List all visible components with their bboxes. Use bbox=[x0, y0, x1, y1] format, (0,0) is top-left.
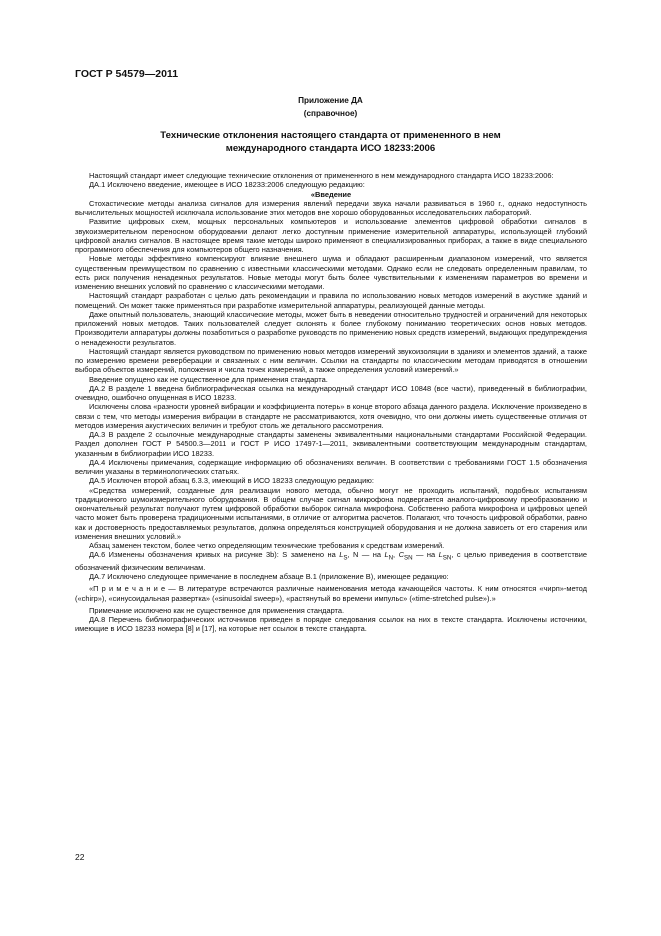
paragraph: Настоящий стандарт разработан с целью дать рекомендации и правила по использованию новых методов измерений в акустике зданий и помещений. Он может также применяться при разработке измерительной аппаратуры, реализующей данные методы. bbox=[75, 291, 587, 310]
title-line-2: международного стандарта ИСО 18233:2006 bbox=[225, 143, 436, 154]
paragraph: ДА.2 В разделе 1 введена библиографическая ссылка на международный стандарт ИСО 10848 (все части), приведенный в библиографии, очевидно, ошибочно опущенная в ИСО 18233. bbox=[75, 383, 587, 402]
paragraph-heading: «Введение bbox=[310, 189, 352, 199]
paragraph: Введение опущено как не существенное для применения стандарта. bbox=[89, 374, 328, 384]
appendix-label: Приложение ДА bbox=[298, 96, 363, 105]
paragraph: Новые методы эффективно компенсируют влияние внешнего шума и обладают расширенным диапазоном измерений, что является существенным преимуществом по сравнению с известными классическими методами. Однако если не следовать определенным правилам, то есть риск получения ненадежных результатов. Новые методы могут быть более чувствительными к изменениям параметров во времени и изменению внешних условий по сравнению с классическими методами. bbox=[75, 254, 587, 291]
paragraph: ДА.1 Исключено введение, имеющее в ИСО 18233:2006 следующую редакцию: bbox=[89, 180, 365, 190]
appendix-heading bbox=[75, 95, 586, 120]
paragraph: Даже опытный пользователь, знающий классические методы, может быть в неведении относительно трудностей и ограничений для некоторых приложений новых методов. Таких пользователей следует склонять к более глубокому пониманию теоретических основ новых методов. Производители аппаратуры должны позаботиться о разработке руководств по применению новых средств измерений, выдающих предупреждения о ненадежности результатов. bbox=[75, 309, 587, 347]
paragraph: Абзац заменен текстом, более четко определяющим технические требования к средствам измерений. bbox=[89, 541, 445, 550]
paragraph: ДА.4 Исключены примечания, содержащие информацию об обозначениях величин. В соответствии с требованиями ГОСТ 1.5 обозначения величин указаны в терминологических статьях. bbox=[75, 457, 587, 476]
paragraph: ДА.7 Исключено следующее примечание в последнем абзаце В.1 (приложение В), имеющее редакцию: bbox=[89, 572, 449, 582]
page-number: 22 bbox=[75, 852, 85, 862]
title-line-1: Технические отклонения настоящего стандарта от примененного в нем bbox=[160, 130, 501, 141]
document-id: ГОСТ Р 54579—2011 bbox=[75, 68, 179, 80]
paragraph: Исключены слова «разности уровней вибрации и коэффициента потерь» в конце второго абзаца данного раздела. Исключение произведено в связи с тем, что методы измерения вибрации в стандарте не рассматриваются, хотя очевидно, что они должны иметь существенные отличия от методов измерения акустических величин и требуют столь же детального рассмотрения. bbox=[75, 402, 587, 430]
paragraph: Примечание исключено как не существенное для применения стандарта. bbox=[89, 605, 345, 615]
appendix-title bbox=[90, 129, 571, 155]
paragraph: ДА.3 В разделе 2 ссылочные международные стандарты заменены эквивалентными национальными стандартами Российской Федерации. Раздел дополнен ГОСТ Р 54500.3—2011 и ГОСТ Р ИСО 17497-1—2011, эквивалентными соответствующим международным стандартам, указанным в библиографии ИСО 18233. bbox=[75, 430, 587, 458]
document-body bbox=[75, 171, 587, 634]
paragraph: Настоящий стандарт является руководством по применению новых методов измерений звукоизоляции в зданиях и элементов зданий, а также по измерению времени реверберации и связанных с ним величин. Ссылки на стандарты по классическим методам приводятся в отношении выбора объектов измерений, положения и числа точек измерений, а также определения условий измерений.» bbox=[75, 346, 587, 375]
paragraph: Настоящий стандарт имеет следующие технические отклонения от примененного в нем международного стандарта ИСО 18233:2006: bbox=[89, 171, 554, 180]
paragraph: «Средства измерений, созданные для реализации нового метода, обычно могут не проходить испытаний, подобных испытаниям традиционного шумоизмерительного оборудования. В общем случае сигнал микрофона подвергается аналого-цифровому преобразованию и окончательный результат получают путем цифровой обработки выборок сигнала микрофона. Собственно работа микрофона и цифровых цепей часто может быть проверена традиционными испытаниями, в отличие от алгоритма расчетов. Полагают, что точность цифровой обработки, равно как и достоверность предоставляемых результатов, должна определяться конструкцией оборудования и не должна зависеть от его старения или изменения внешних условий.» bbox=[75, 485, 587, 541]
note-paragraph: «П р и м е ч а н и е — В литературе встречаются различные наименования метода качающейся частоты. К ним относятся «чирп»-метод («chirp»), «синусоидальная развертка» («sinusoidal sweep»), «растянутый во времени импульс» («time-stretched pulse»).» bbox=[75, 584, 587, 603]
paragraph: ДА.5 Исключен второй абзац 6.3.3, имеющий в ИСО 18233 следующую редакцию: bbox=[89, 476, 374, 486]
appendix-type: (справочное) bbox=[303, 108, 358, 118]
paragraph-da6: ДА.6 Изменены обозначения кривых на рисунке 3b): S заменено на $L_S$, N — на $L_N$, $C_{SN}$ — на $L_{SN}$, с целью приведения в соответствие обозначений физическим величинам. bbox=[75, 550, 587, 572]
paragraph: ДА.8 Перечень библиографических источников приведен в порядке следования ссылок на них в тексте стандарта. Исключены источники, имеющие в ИСО 18233 номера [8] и [17], на которые нет ссылок в тексте стандарта. bbox=[75, 615, 587, 634]
paragraph: Стохастические методы анализа сигналов для измерения явлений передачи звука начали развиваться в 1960 г., однако недоступность вычислительных мощностей исключала использование этих методов вне хорошо оборудованных исследовательских лабораторий. bbox=[75, 198, 587, 217]
paragraph: Развитие цифровых схем, мощных персональных компьютеров и использование элементов цифровой обработки сигналов в звукоизмерительном переносном оборудовании делают легко доступным применение измерительной аппаратуры, использующей глубокий цифровой анализ сигналов. В настоящее время такие методы широко применяют в специализированных приборах, а также в виде специального программного обеспечения для компьютеров общего назначения. bbox=[75, 217, 587, 254]
